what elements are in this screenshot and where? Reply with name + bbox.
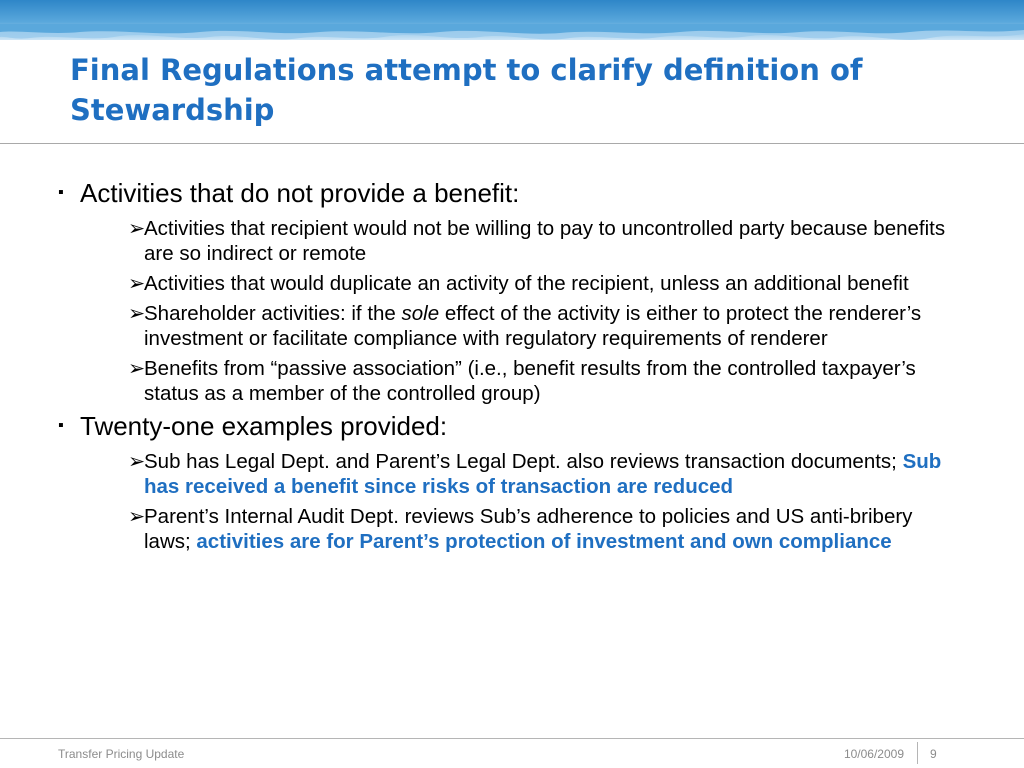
arrow-bullet-icon: ➢ — [128, 357, 146, 380]
bullet-item — [58, 178, 978, 208]
sub-bullet-text: Benefits from “passive association” (i.e., benefit results from the controlled taxpayer’s status as a member of the controlled group) — [144, 357, 916, 405]
slide-body — [58, 178, 978, 559]
arrow-bullet-icon: ➢ — [128, 505, 146, 528]
sub-bullet-item — [128, 216, 946, 266]
sub-bullet-item — [128, 356, 946, 406]
footer-divider — [0, 738, 1024, 739]
footer-date: 10/06/2009 — [843, 747, 904, 761]
sub-bullet-item — [128, 504, 946, 554]
sub-bullet-text: effect of the activity is either to protect the renderer’s investment or facilitate compliance with regulatory requirements of renderer — [144, 302, 922, 350]
sub-bullet-text: Parent’s Internal Audit Dept. reviews Sub’s adherence to policies and US anti-bribery laws; — [144, 505, 913, 553]
square-bullet-icon: ▪ — [58, 184, 64, 201]
sub-bullet-text: Activities that would duplicate an activity of the recipient, unless an additional benefit — [144, 272, 909, 295]
sub-bullet-item — [128, 449, 946, 499]
footer-page-number: 9 — [930, 747, 937, 761]
sub-bullet-text: Activities that recipient would not be willing to pay to uncontrolled party because benefits are so indirect or remote — [144, 217, 946, 265]
sub-bullet-item — [128, 301, 946, 351]
highlighted-conclusion: activities are for Parent’s protection of investment and own compliance — [196, 530, 892, 553]
sub-bullet-text: Sub has Legal Dept. and Parent’s Legal Dept. also reviews transaction documents; — [144, 450, 903, 473]
footer-separator — [917, 742, 918, 764]
square-bullet-icon: ▪ — [58, 417, 64, 434]
decorative-brush-edge — [0, 24, 1024, 46]
italic-emphasis: sole — [401, 302, 440, 325]
title-divider — [0, 143, 1024, 144]
arrow-bullet-icon: ➢ — [128, 302, 146, 325]
slide-title: Final Regulations attempt to clarify definition of Stewardship — [70, 53, 863, 127]
sub-bullet-item — [128, 271, 946, 296]
arrow-bullet-icon: ➢ — [128, 272, 146, 295]
sub-bullet-text: Shareholder activities: if the — [144, 302, 402, 325]
bullet-text: Activities that do not provide a benefit: — [80, 178, 520, 208]
footer-presentation-name: Transfer Pricing Update — [58, 747, 185, 761]
bullet-text: Twenty-one examples provided: — [80, 411, 448, 441]
arrow-bullet-icon: ➢ — [128, 217, 146, 240]
highlighted-conclusion: Sub has received a benefit since risks of transaction are reduced — [144, 450, 942, 498]
arrow-bullet-icon: ➢ — [128, 450, 146, 473]
bullet-item — [58, 411, 978, 441]
